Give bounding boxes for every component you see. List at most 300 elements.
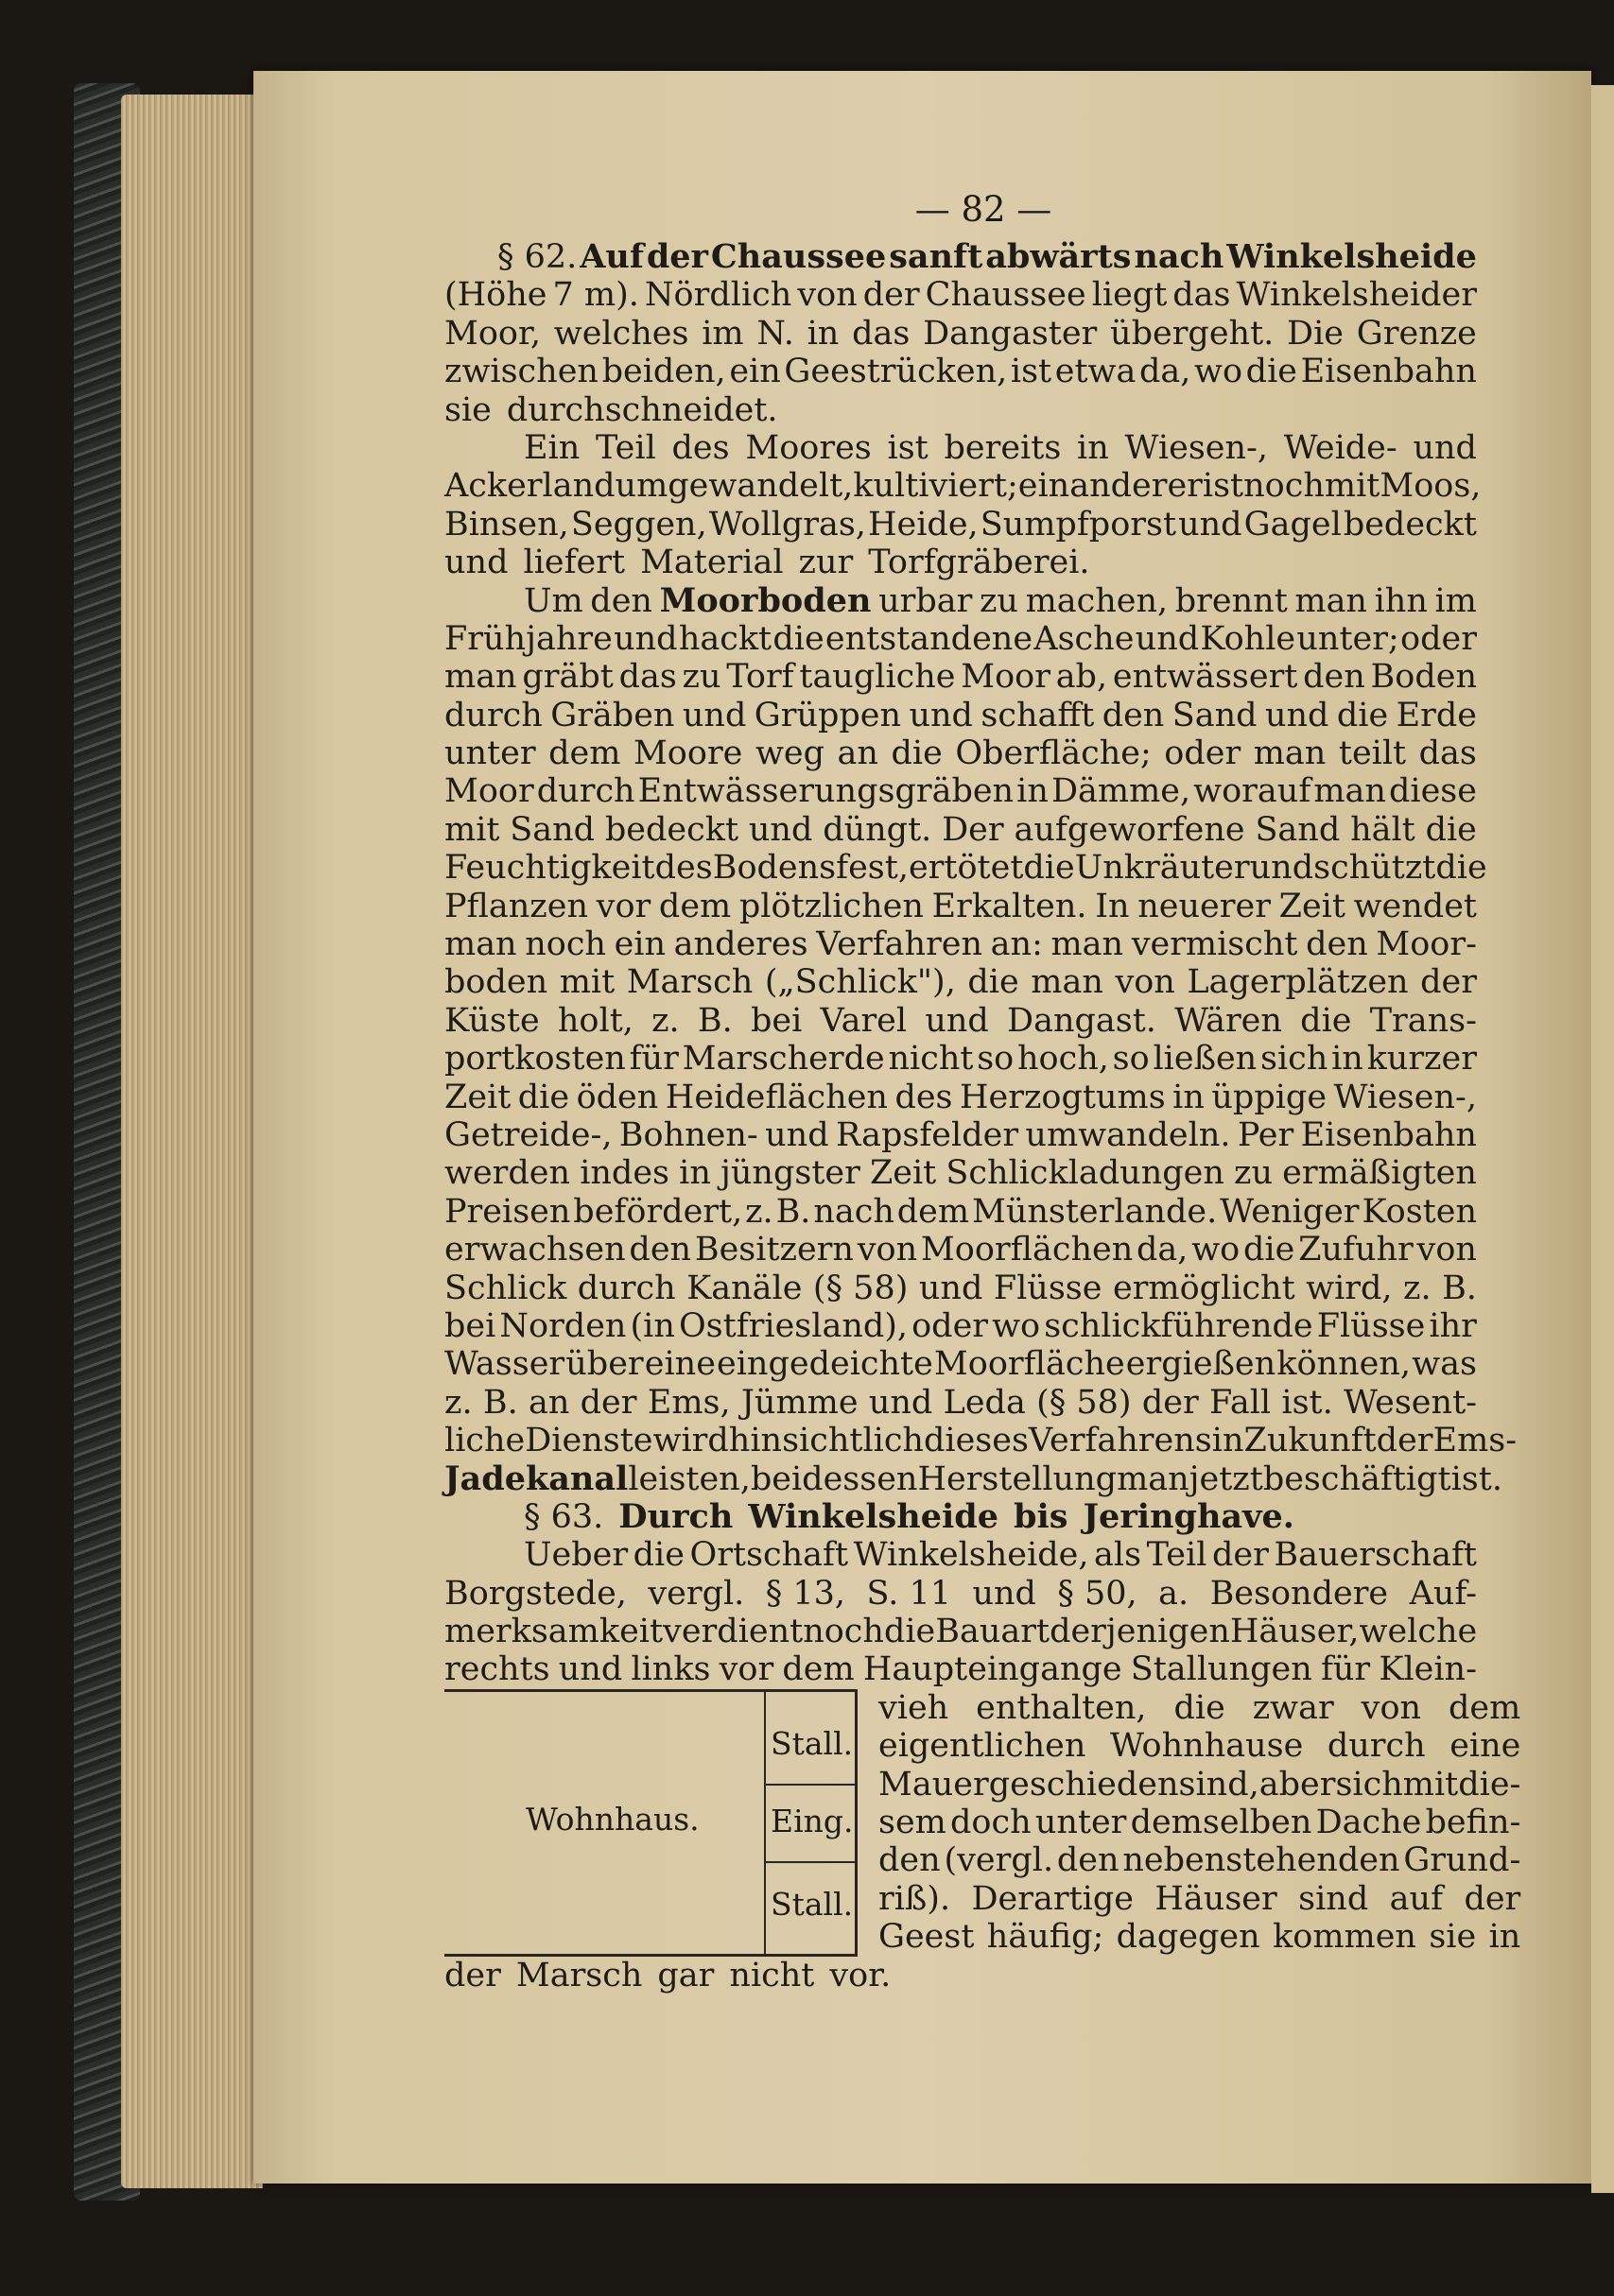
word: oder (911, 1306, 989, 1345)
floor-plan-diagram (444, 1689, 858, 1957)
word: (Höhe (444, 276, 547, 315)
word: zu (1234, 1154, 1274, 1193)
word: portkosten (444, 1040, 626, 1079)
word: die (1425, 810, 1477, 849)
word: Dache (1315, 1804, 1422, 1842)
word: in (1331, 1040, 1363, 1079)
word: zwischen (444, 353, 599, 391)
word: von (1361, 1688, 1422, 1727)
word: man (1253, 734, 1327, 773)
text-line (444, 772, 1477, 810)
word: Pflanzen (444, 887, 588, 925)
word: Die (1287, 314, 1345, 353)
word: doch (950, 1804, 1032, 1842)
word: die (1300, 1001, 1352, 1040)
text-line (444, 1536, 1477, 1574)
word: eine (1449, 1727, 1521, 1766)
word: des (894, 1078, 953, 1116)
word: in (1488, 1918, 1521, 1957)
word: da, (1137, 1231, 1189, 1269)
word: 7 m). (552, 276, 639, 315)
word: nach (813, 1192, 894, 1231)
word: Bodens (712, 849, 837, 888)
word: durch (1327, 1727, 1426, 1766)
word: der (646, 237, 708, 276)
text-line (444, 658, 1477, 696)
page-edges (121, 95, 263, 2188)
word: etwa (1054, 353, 1137, 391)
word: Ueber (524, 1536, 629, 1575)
word: S. 11 (866, 1574, 952, 1613)
word: man (444, 658, 517, 697)
word: urbar (878, 581, 973, 620)
text-line (444, 1650, 1477, 1688)
word: kommen (1273, 1918, 1416, 1957)
word: und (1264, 696, 1329, 734)
word: Heideflächen (665, 1078, 888, 1116)
word: das (852, 314, 911, 353)
word: z. (651, 1001, 680, 1040)
text-line (444, 1231, 1477, 1269)
word: Sumpfporst (980, 505, 1177, 544)
word: ihn (1374, 581, 1428, 620)
word: Winkelsheide (748, 1496, 999, 1536)
word: und (925, 1001, 989, 1040)
word: ließen (1153, 1040, 1258, 1079)
word: befördert, (573, 1192, 743, 1231)
word: ist. (1450, 1459, 1502, 1498)
word: ermäßigten (1282, 1154, 1477, 1193)
word: durch (444, 696, 543, 734)
word: in (679, 1154, 711, 1193)
word: schafft (981, 696, 1095, 734)
word: ein (1017, 467, 1070, 506)
word: § 63. (524, 1497, 604, 1536)
word: Frühjahre (444, 619, 613, 658)
word: bei (444, 1306, 496, 1345)
word: Zeit (1278, 887, 1345, 925)
word: Der (942, 810, 1004, 849)
word: Grenze (1356, 314, 1477, 353)
word: dagegen (1116, 1918, 1260, 1957)
word: Besondere (1209, 1574, 1389, 1613)
word: die (1023, 849, 1075, 888)
word: und (1413, 428, 1477, 467)
word: Eisenbahn (1300, 353, 1477, 391)
text-line (444, 353, 1477, 390)
word: Durch (618, 1496, 734, 1536)
word: oder (1164, 734, 1241, 773)
word: Besitzern (694, 1231, 854, 1269)
word: sind, (1178, 1765, 1259, 1804)
word: Verfahrens (1028, 1422, 1212, 1460)
word: und (868, 1383, 933, 1422)
word: Moore (633, 734, 743, 773)
word: von (1416, 1231, 1477, 1269)
text-line (878, 1766, 1520, 1804)
word: ist (1202, 467, 1244, 506)
word: man (1050, 925, 1124, 964)
word: Torfgräberei. (868, 544, 1090, 582)
word: die (633, 1536, 685, 1575)
word: jüngster (720, 1154, 860, 1193)
word: Norden (499, 1306, 627, 1345)
word: Chaussee (925, 276, 1086, 315)
word: für (629, 1040, 679, 1079)
word: Moores (745, 428, 872, 467)
word: und (614, 619, 678, 658)
word: den (1303, 658, 1365, 697)
word: über (565, 1345, 644, 1384)
word: Flüsse (993, 1269, 1102, 1307)
text-line (444, 238, 1477, 276)
word: düngt. (823, 810, 932, 849)
word: holt, (557, 1001, 633, 1040)
word: Klein- (1379, 1650, 1477, 1689)
word: enthalten, (976, 1688, 1147, 1727)
final-line (444, 1957, 1477, 1994)
word: Schlick (444, 1269, 567, 1307)
word: und (972, 1574, 1036, 1613)
word: (§ 58) (1036, 1383, 1132, 1422)
word: sich (1259, 1040, 1328, 1079)
word: vieh (878, 1688, 949, 1727)
word: und (444, 544, 509, 582)
word: sanft (889, 237, 983, 276)
word: die (1245, 353, 1297, 391)
word: bei (750, 1459, 803, 1498)
word: ist (1010, 353, 1052, 391)
word: Heide, (867, 505, 979, 544)
word: Moorflächen (920, 1231, 1134, 1269)
word: sie (1429, 1918, 1477, 1957)
word: der (862, 276, 920, 315)
word: Wohnhause (1109, 1727, 1304, 1766)
word: unter (1034, 1804, 1127, 1842)
word: ertötet (908, 849, 1024, 888)
word: unter (444, 734, 536, 773)
word: (in (630, 1306, 675, 1345)
text-line (444, 925, 1477, 963)
text-line (444, 506, 1477, 544)
word: von (797, 276, 858, 315)
word: und (748, 810, 813, 849)
word: Ems, (647, 1383, 731, 1422)
word: derjenigen (1050, 1613, 1230, 1651)
word: anderes (673, 925, 808, 964)
word: nebenstehenden (1122, 1841, 1400, 1880)
word: Wesent- (1344, 1383, 1477, 1422)
word: können, (1276, 1345, 1412, 1384)
word: ermöglicht (1112, 1269, 1295, 1307)
word: Kanäle (686, 1269, 803, 1307)
word: vergl. (648, 1574, 745, 1613)
word: den (629, 1231, 692, 1269)
word: Entwässerungsgräben (637, 772, 1015, 811)
word: auf (1389, 1879, 1444, 1918)
word: dem (658, 887, 732, 925)
word: und (1178, 505, 1242, 544)
word: die (883, 1613, 936, 1651)
word: Bauerschaft (1274, 1536, 1477, 1575)
text-line (444, 888, 1477, 925)
word: bereits (944, 428, 1062, 467)
word: schlickführende (1044, 1306, 1313, 1345)
word: neuerer (1137, 887, 1271, 925)
word: dem (782, 1650, 855, 1689)
word: abwärts (985, 237, 1132, 276)
word: bei (750, 1001, 803, 1040)
word: Mauer (878, 1765, 989, 1804)
word: Auf- (1409, 1574, 1477, 1613)
figure-side-text (858, 1689, 1520, 1957)
word: Derartige (971, 1879, 1134, 1918)
word: Weniger (1220, 1192, 1360, 1231)
word: welche (1359, 1613, 1478, 1651)
word: man (1313, 772, 1386, 811)
word: liefert (523, 544, 626, 582)
word: ist (887, 428, 928, 467)
word: die (967, 963, 1019, 1002)
word: z. (444, 1383, 473, 1422)
word: durch (536, 772, 635, 811)
text-line (444, 467, 1482, 506)
text-line (444, 544, 1477, 581)
word: und (682, 696, 747, 734)
word: welches (553, 314, 689, 353)
word: wo (992, 1306, 1041, 1345)
word: öden (576, 1078, 659, 1116)
word: werden (444, 1154, 571, 1193)
word: anderer (1069, 467, 1203, 506)
word: gräbt (522, 658, 614, 697)
word: B. (697, 1001, 733, 1040)
word: an: (990, 925, 1043, 964)
word: Varel (820, 1001, 908, 1040)
word: weg (755, 734, 825, 773)
word: Erde (1396, 696, 1477, 734)
word: der (1420, 963, 1477, 1002)
word: wendet (1353, 887, 1477, 925)
text-line (444, 1040, 1477, 1078)
text-line (444, 1307, 1477, 1345)
word: Trans- (1369, 1001, 1477, 1040)
word: häufig; (986, 1918, 1104, 1957)
word: hoch, (1017, 1040, 1109, 1079)
word: hackt (678, 619, 772, 658)
word: das (618, 658, 677, 697)
word: Grund- (1403, 1841, 1521, 1880)
word: a. (1158, 1574, 1189, 1613)
word: riß). (878, 1879, 951, 1918)
word: Wiesen-, (1333, 1078, 1477, 1116)
word: dem (896, 1192, 970, 1231)
word: Herzogtums (960, 1078, 1166, 1116)
text-line (878, 1841, 1520, 1879)
word: Grüppen (754, 696, 902, 734)
word: Geest (878, 1918, 975, 1957)
word: Wären (1174, 1001, 1282, 1040)
word: Moor, (444, 314, 541, 353)
word: Um (524, 581, 583, 620)
word: die- (1458, 1765, 1521, 1804)
word: den (1056, 1841, 1119, 1880)
word: man (444, 925, 517, 964)
word: gar (657, 1956, 715, 1994)
text-line (878, 1918, 1520, 1956)
text-line (444, 1269, 1477, 1307)
word: (§ 58) (812, 1269, 909, 1307)
word: entwässert (1112, 658, 1298, 697)
word: Feuchtigkeit (444, 849, 655, 888)
word: vor. (829, 1956, 892, 1994)
word: jetzt (1189, 1459, 1263, 1498)
word: sem (878, 1804, 946, 1842)
word: der (444, 1956, 501, 1994)
word: Winkelsheider (1236, 276, 1477, 315)
word: wird (652, 1422, 729, 1460)
word: Bauart (935, 1613, 1050, 1651)
word: Binsen, (444, 505, 569, 544)
figure-with-text (444, 1688, 1521, 1957)
text-line (444, 849, 1487, 888)
word: Verfahren (816, 925, 983, 964)
word: Winkelsheide, (853, 1536, 1089, 1575)
word: links (631, 1650, 711, 1689)
word: sie (444, 390, 492, 429)
word: kurzer (1366, 1040, 1477, 1079)
word: so (977, 1040, 1015, 1079)
word: („Schlick"), (764, 963, 956, 1002)
text-line (444, 391, 1477, 429)
word: sich (1335, 1765, 1403, 1804)
word: durchschneidet. (506, 390, 778, 429)
word: was (1412, 1345, 1477, 1384)
word: des (654, 849, 713, 888)
word: plötzlichen (738, 887, 924, 925)
word: machen, (1025, 581, 1169, 620)
page-body (444, 237, 1521, 1994)
word: im (702, 314, 744, 353)
word: Gagel (1243, 505, 1342, 544)
text-line (444, 1193, 1477, 1231)
word: Moorboden (659, 580, 872, 620)
word: oder (1400, 619, 1477, 658)
word: so (1112, 1040, 1150, 1079)
word: man (1117, 1459, 1189, 1498)
word: Zeit (869, 1154, 937, 1193)
word: des (671, 428, 730, 467)
word: B. (482, 1383, 518, 1422)
floorplan-stall-top-label: Stall. (771, 1724, 854, 1762)
word: übergeht. (1110, 314, 1275, 353)
word: Preisen (444, 1192, 571, 1231)
word: die (891, 734, 943, 773)
word: erwachsen (444, 1231, 626, 1269)
floorplan-stall-bottom-label: Stall. (771, 1885, 854, 1923)
word: ein (729, 353, 781, 391)
word: Moor (444, 772, 534, 811)
word: Eisenbahn (1300, 1115, 1477, 1154)
text-line (878, 1880, 1520, 1918)
word: Winkelsheide (1226, 237, 1477, 276)
text-line (444, 1422, 1518, 1460)
word: Moor (961, 658, 1050, 697)
word: z. (745, 1192, 773, 1231)
word: vor (719, 1650, 774, 1689)
word: In (1095, 887, 1130, 925)
word: Münsterlande. (971, 1192, 1218, 1231)
word: nicht (729, 1956, 815, 1994)
word: taugliche (799, 658, 956, 697)
word: Oberfläche; (955, 734, 1152, 773)
word: Getreide-, (444, 1115, 613, 1154)
word: Teil (596, 428, 656, 467)
text-line (444, 963, 1477, 1001)
word: hinsichtlich (728, 1422, 924, 1460)
word: die (1435, 849, 1487, 888)
word: in (1172, 1078, 1205, 1116)
word: von (1115, 963, 1175, 1002)
word: (vergl. (944, 1841, 1054, 1880)
word: Material (640, 544, 784, 582)
word: noch (803, 1613, 884, 1651)
word: in (1016, 772, 1049, 811)
word: eigentlichen (878, 1727, 1086, 1766)
word: man (1031, 963, 1103, 1002)
word: Moos, (1380, 467, 1482, 506)
word: dieses (923, 1422, 1029, 1460)
word: Wollgras, (708, 505, 866, 544)
word: Moorfläche (933, 1345, 1125, 1384)
word: Dangaster (923, 314, 1098, 353)
text-line (444, 1613, 1477, 1650)
word: Herstellung (917, 1459, 1118, 1498)
text-line (444, 1002, 1477, 1040)
word: wo (1191, 1231, 1241, 1269)
word: diese (1388, 772, 1477, 811)
word: Geestrücken, (784, 353, 1008, 391)
text-line (444, 734, 1477, 772)
word: eingedeichte (717, 1345, 933, 1384)
word: der (1464, 1879, 1521, 1918)
word: in (1077, 428, 1109, 467)
word: noch (525, 925, 606, 964)
word: die (772, 619, 824, 658)
text-line (444, 1154, 1477, 1192)
word: Stallungen (1130, 1650, 1312, 1689)
word: mit (444, 810, 500, 849)
word: Torf (726, 658, 794, 697)
word: und (918, 1269, 983, 1307)
text-line (444, 276, 1477, 314)
word: z. (1403, 1269, 1432, 1307)
word: der (1376, 1422, 1433, 1460)
word: Wasser (444, 1345, 565, 1384)
text-line (444, 1498, 1477, 1536)
word: Ostfriesland), (678, 1306, 909, 1345)
text-line (878, 1727, 1520, 1765)
word: und (558, 1650, 623, 1689)
word: Chaussee (710, 237, 887, 276)
word: den (590, 581, 652, 620)
floorplan-eingang-label: Eing. (771, 1802, 854, 1839)
word: zur (798, 544, 854, 582)
page-number: — 82 — (914, 189, 1052, 230)
text-line (444, 1079, 1477, 1116)
text-line (878, 1804, 1520, 1841)
paragraph-lines (444, 237, 1518, 1689)
